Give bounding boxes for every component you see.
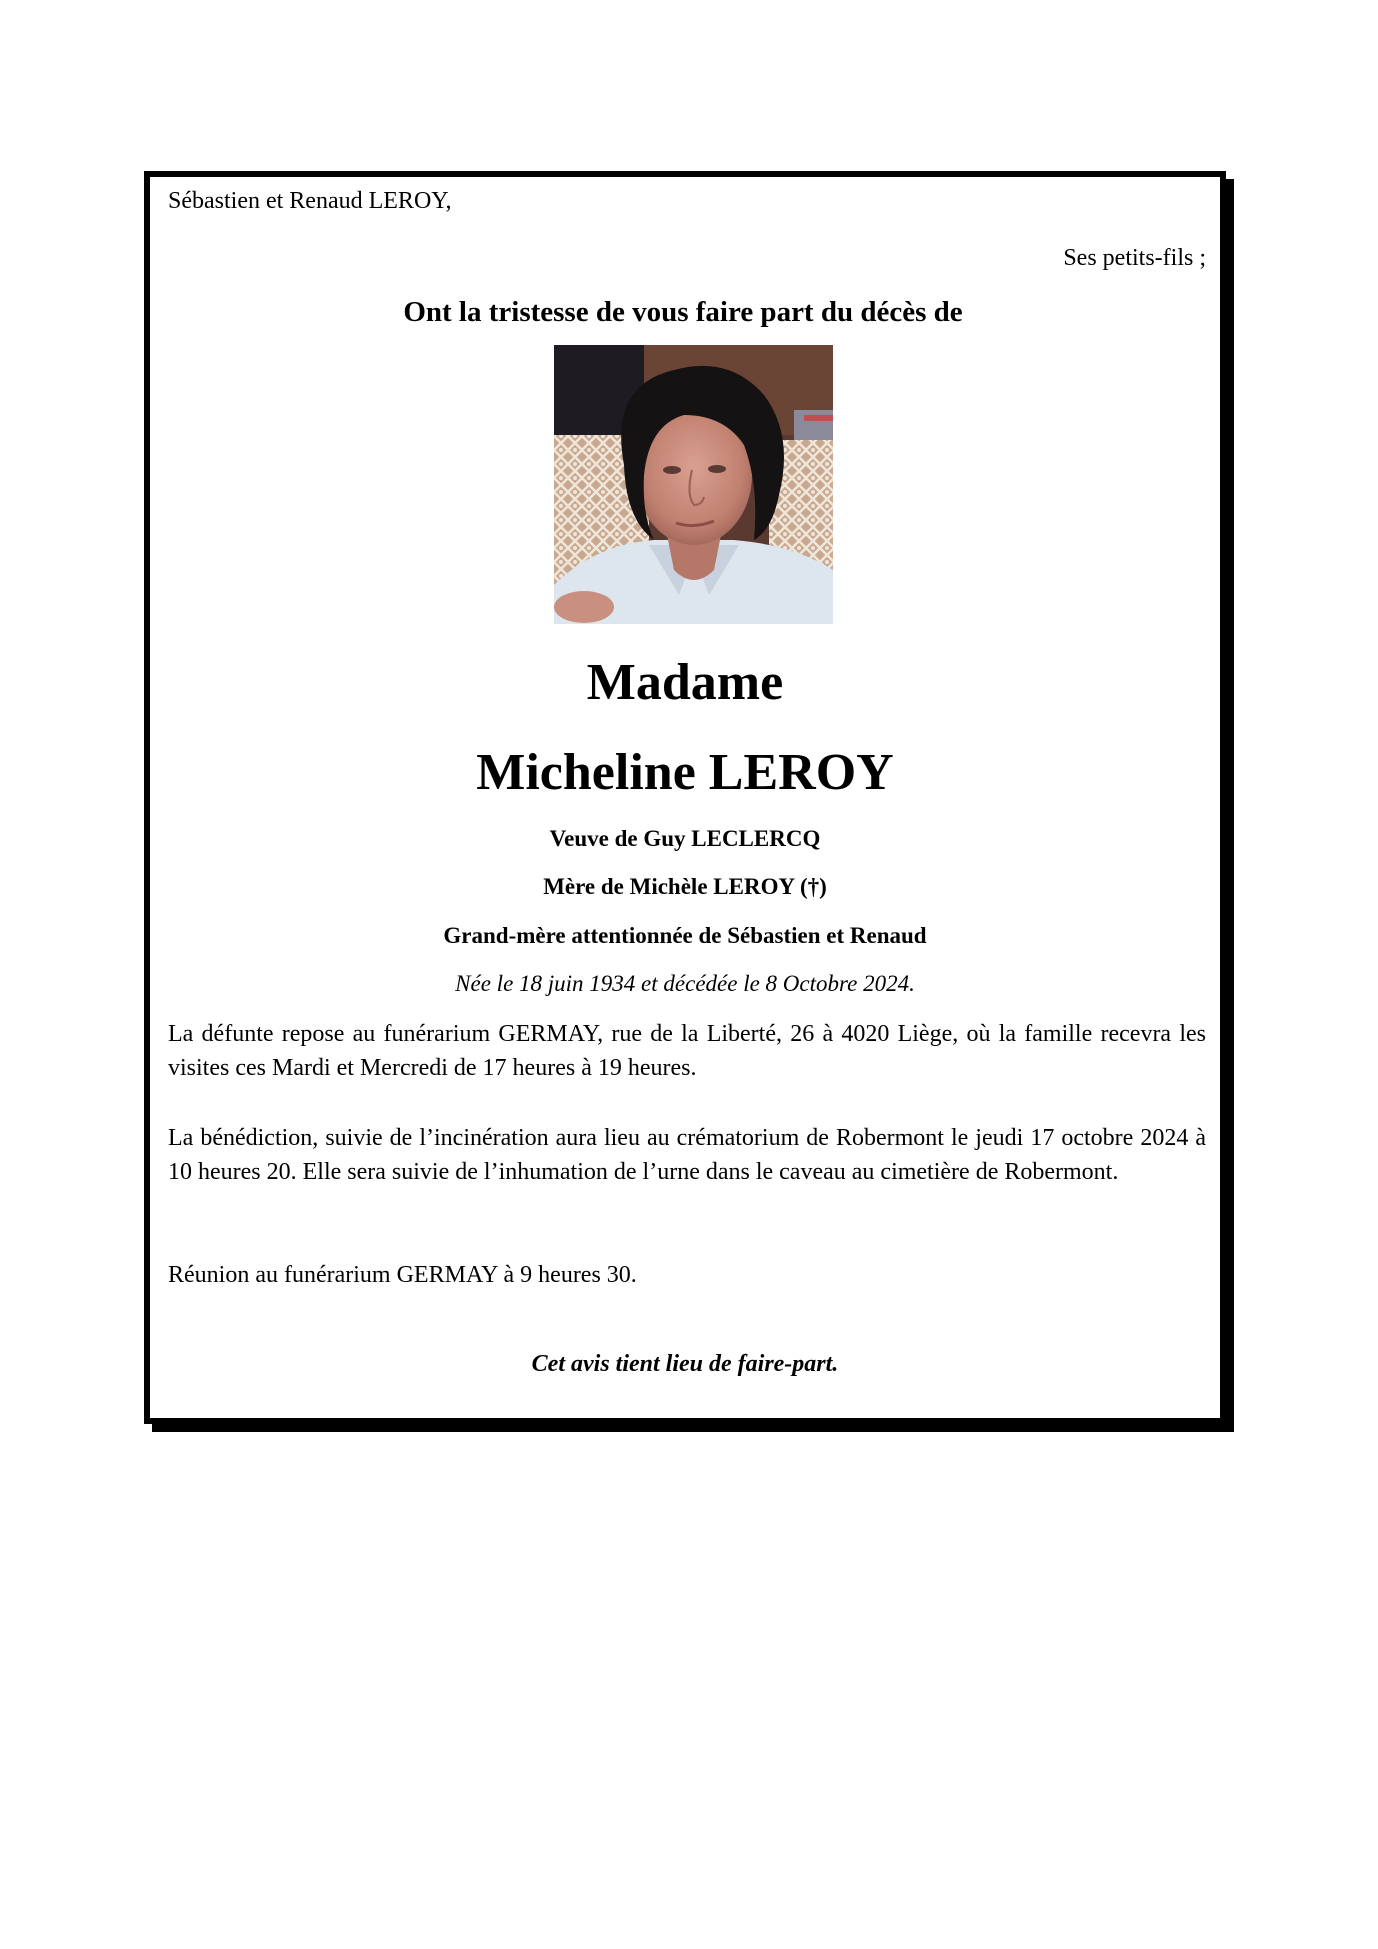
ceremony-paragraph: La bénédiction, suivie de l’incinération aura lieu au crématorium de Robermont le jeudi 17 octobre 2024 à 10 heures 20. Elle sera suivie de l’inhumation de l’urne dans le caveau au cimetière de Robermont. — [168, 1125, 1206, 1185]
portrait-illustration — [554, 345, 833, 624]
footer-note: Cet avis tient lieu de faire-part. — [531, 1351, 839, 1377]
deceased-name: Micheline LEROY — [476, 744, 894, 801]
senders-line: Sébastien et Renaud LEROY, — [168, 188, 452, 214]
deceased-title: Madame — [586, 654, 784, 711]
viewing-paragraph: La défunte repose au funérarium GERMAY, rue de la Liberté, 26 à 4020 Liège, où la famille recevra les visites ces Mardi et Mercredi de 17 heures à 19 heures. — [168, 1021, 1206, 1081]
relation-line: Ses petits-fils ; — [1063, 245, 1206, 271]
intro-heading: Ont la tristesse de vous faire part du décès de — [403, 296, 963, 328]
mother-of-line: Mère de Michèle LEROY (†) — [543, 874, 827, 899]
deceased-portrait-photo — [554, 345, 833, 624]
meeting-paragraph: Réunion au funérarium GERMAY à 9 heures 30. — [168, 1262, 637, 1288]
obituary-notice-frame — [144, 171, 1226, 1424]
birth-death-dates: Née le 18 juin 1934 et décédée le 8 Octobre 2024. — [455, 971, 915, 996]
grandmother-of-line: Grand-mère attentionnée de Sébastien et Renaud — [443, 923, 927, 948]
widow-of-line: Veuve de Guy LECLERCQ — [549, 826, 821, 851]
